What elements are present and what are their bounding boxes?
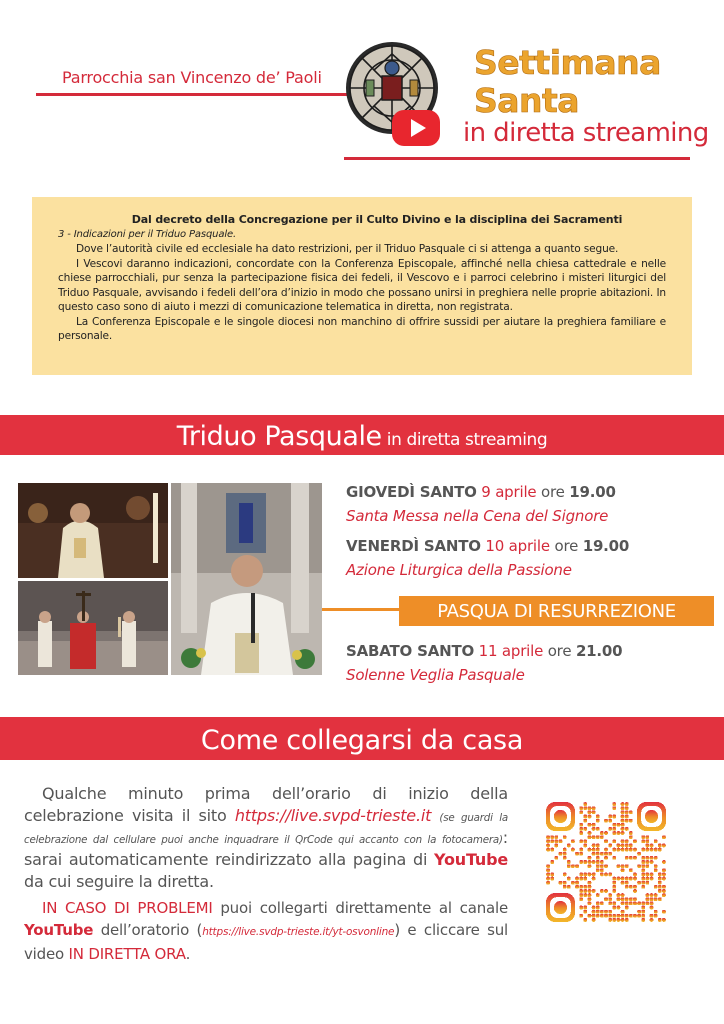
schedule-time: 19.00 — [569, 483, 616, 501]
decree-paragraph: La Conferenza Episcopale e le singole diocesi non manchino di offrire sussidi per aiutare la preghiera familiare e personale. — [58, 315, 666, 342]
youtube-label: YouTube — [434, 850, 508, 869]
schedule-ore: ore — [547, 642, 572, 660]
triduo-heading-band — [0, 415, 724, 455]
howto-text — [24, 783, 508, 965]
title-line-2: Santa — [474, 81, 580, 120]
schedule-item-friday — [346, 537, 629, 555]
triduo-heading — [0, 415, 724, 462]
howto-text-segment: puoi collegarti direttamente al canale — [212, 899, 509, 917]
howto-text-segment: ) e cliccare sul video — [24, 921, 508, 963]
schedule-time: 19.00 — [582, 537, 630, 555]
schedule-event: Santa Messa nella Cena del Signore — [346, 507, 609, 525]
decree-box — [32, 197, 692, 375]
photo-passion-liturgy — [18, 581, 168, 675]
decree-paragraph: Dove l’autorità civile ed ecclesiale ha dato restrizioni, per il Triduo Pasquale ci si attenga a quanto segue. — [76, 243, 619, 255]
howto-note: (se guardi la celebrazione dal cellulare puoi anche inquadrare il QrCode qui accanto con la fotocamera) — [24, 812, 508, 846]
howto-text-segment: dell’oratorio ( — [93, 921, 203, 939]
decree-title: Dal decreto della Concregazione per il Culto Divino e la disciplina dei Sacramenti — [131, 213, 623, 226]
live-now-label: IN DIRETTA ORA — [68, 945, 186, 963]
decree-paragraph: I Vescovi daranno indicazioni, concordate con la Conferenza Episcopale, affinché nella chiesa cattedrale e nelle chiese parrocchiali, pur senza la partecipazione fisica dei fedeli, il Vescovo e i parroci celebrino i misteri liturgici del Triduo Pasquale, avvisando i fedeli dell’ora d’inizio in modo che possano unirsi in preghiera nelle proprie abitazioni. In questo caso sono di aiuto i mezzi di comunicazione telematica in diretta, non registrata. — [58, 257, 666, 313]
schedule-event: Solenne Veglia Pasquale — [346, 666, 525, 684]
howto-text-segment: . — [185, 945, 191, 963]
howto-paragraph-2 — [24, 897, 508, 965]
header-divider-right — [344, 157, 690, 160]
header-divider-left — [36, 93, 358, 96]
youtube-play-icon[interactable] — [390, 104, 442, 152]
schedule-date: 10 aprile — [485, 537, 550, 555]
schedule-date: 11 aprile — [478, 642, 544, 660]
triduo-heading-small: in diretta streaming — [381, 430, 548, 450]
schedule-time: 21.00 — [575, 642, 623, 660]
qr-code-icon[interactable] — [546, 802, 666, 922]
photo-priest-preaching — [171, 483, 322, 675]
title-line-1: Settimana — [474, 43, 661, 82]
photo-priest-altar — [18, 483, 168, 578]
schedule-ore: ore — [541, 483, 565, 501]
schedule-event: Azione Liturgica della Passione — [346, 561, 572, 579]
howto-paragraph-1 — [24, 783, 508, 893]
howto-text-segment: Qualche minuto prima dell’orario di inizio della celebrazione visita il sito — [24, 784, 508, 825]
site-link[interactable]: https://live.svpd-trieste.it — [234, 806, 432, 825]
howto-text-segment: da cui seguire la diretta. — [24, 872, 214, 891]
pasqua-banner: PASQUA DI RESURREZIONE — [399, 596, 714, 626]
schedule-ore: ore — [554, 537, 579, 555]
howto-heading-band — [0, 717, 724, 760]
howto-text-segment: : sarai automaticamente reindirizzato alla pagina di — [24, 828, 508, 869]
pasqua-connector-line — [322, 608, 402, 611]
schedule-day: VENERDÌ SANTO — [346, 537, 481, 555]
youtube-label: YouTube — [24, 921, 94, 939]
decree-section: 3 - Indicazioni per il Triduo Pasquale. — [58, 228, 236, 240]
triduo-heading-main: Triduo Pasquale — [176, 421, 382, 452]
howto-heading: Come collegarsi da casa — [200, 725, 524, 756]
schedule-item-saturday — [346, 642, 622, 660]
title-subtitle: in diretta streaming — [463, 118, 709, 148]
schedule-day: SABATO SANTO — [346, 642, 475, 660]
problem-label: IN CASO DI PROBLEMI — [42, 899, 213, 917]
parish-name: Parrocchia san Vincenzo de’ Paoli — [62, 68, 322, 87]
youtube-channel-link[interactable]: https://live.svdp-trieste.it/yt-osvonline — [202, 926, 395, 938]
schedule-day: GIOVEDÌ SANTO — [346, 483, 477, 501]
schedule-date: 9 aprile — [481, 483, 537, 501]
schedule-item-thursday — [346, 483, 616, 501]
